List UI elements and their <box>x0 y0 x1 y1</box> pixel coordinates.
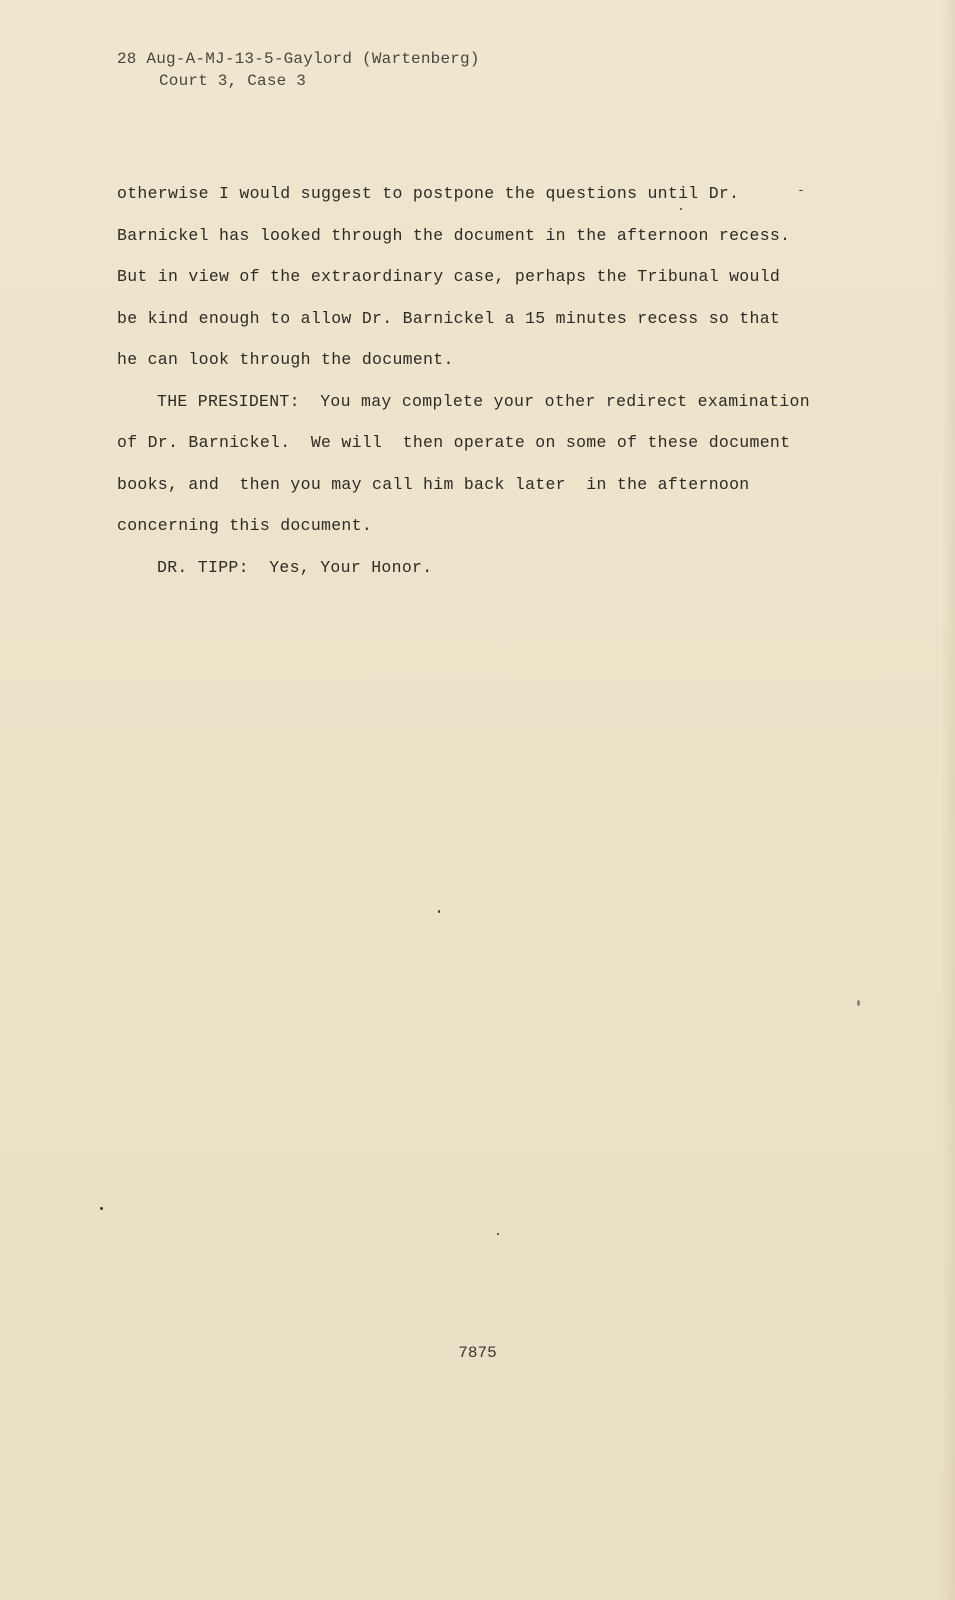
body-line: THE PRESIDENT: You may complete your other redirect examination <box>157 391 810 411</box>
body-line: he can look through the document. <box>117 350 454 369</box>
page-header <box>117 48 480 92</box>
body-line: Barnickel has looked through the document in the afternoon recess. <box>117 225 791 245</box>
ink-speck <box>680 208 682 210</box>
ink-speck <box>857 1000 860 1006</box>
body-line: of Dr. Barnickel. We will then operate on some of these document <box>117 433 791 452</box>
body-line: otherwise I would suggest to postpone the questions until Dr. <box>117 184 740 203</box>
body-line: books, and then you may call him back later in the afternoon <box>117 474 750 494</box>
header-line-1: 28 Aug-A-MJ-13-5-Gaylord (Wartenberg) <box>117 50 480 68</box>
header-line-2: Court 3, Case 3 <box>159 72 307 90</box>
body-line: concerning this document. <box>117 516 373 535</box>
body-line: DR. TIPP: Yes, Your Honor. <box>157 557 433 577</box>
ink-speck <box>438 910 440 913</box>
body-line: be kind enough to allow Dr. Barnickel a 15 minutes recess so that <box>117 308 781 328</box>
ink-speck <box>799 190 803 191</box>
ink-speck <box>497 1233 499 1235</box>
page-number: 7875 <box>458 1344 497 1362</box>
transcript-body <box>117 173 837 588</box>
body-line: But in view of the extraordinary case, perhaps the Tribunal would <box>117 267 781 286</box>
ink-speck <box>100 1207 103 1210</box>
